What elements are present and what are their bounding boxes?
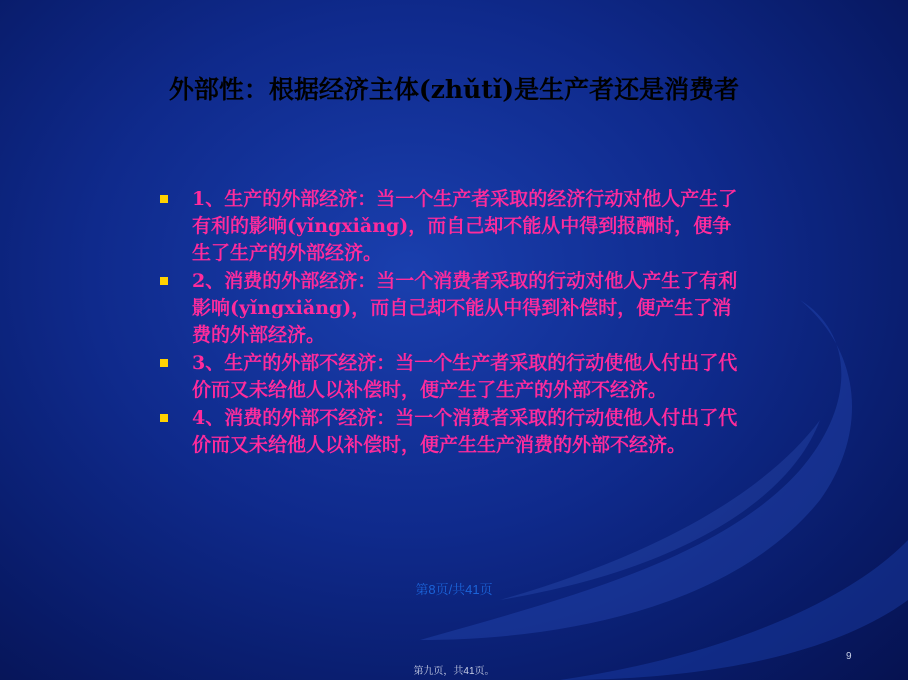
footer-note: 第九页，共41页。 xyxy=(413,666,495,677)
slide-number: 9 xyxy=(846,651,852,662)
bullet-text-1: 1、生产的外部经济：当一个生产者采取的经济行动对他人产生了有利的影响(yǐngxiǎng)，而自己却不能从中得到报酬时，便争生了生产的外部经济。 xyxy=(192,188,738,264)
bullet-text-4: 4、消费的外部不经济：当一个消费者采取的行动使他人付出了代价而又未给他人以补偿时，便产生生产消费的外部不经济。 xyxy=(192,407,738,456)
square-bullet-icon xyxy=(160,195,168,203)
square-bullet-icon xyxy=(160,359,168,367)
bullet-item-1 xyxy=(158,186,738,267)
bullet-text-2: 2、消费的外部经济：当一个消费者采取的行动对他人产生了有利影响(yǐngxiǎng)，而自己却不能从中得到补偿时，便产生了消费的外部经济。 xyxy=(192,270,738,346)
bullet-list xyxy=(158,186,738,460)
square-bullet-icon xyxy=(160,277,168,285)
square-bullet-icon xyxy=(160,414,168,422)
bullet-text-3: 3、生产的外部不经济：当一个生产者采取的行动使他人付出了代价而又未给他人以补偿时，便产生了生产的外部不经济。 xyxy=(192,352,738,401)
bullet-item-4 xyxy=(158,405,738,459)
bullet-item-3 xyxy=(158,350,738,404)
page-counter: 第8页/共41页 xyxy=(415,582,493,597)
bullet-item-2 xyxy=(158,268,738,349)
slide-title: 外部性：根据经济主体(zhǔtǐ)是生产者还是消费者 xyxy=(168,75,740,104)
